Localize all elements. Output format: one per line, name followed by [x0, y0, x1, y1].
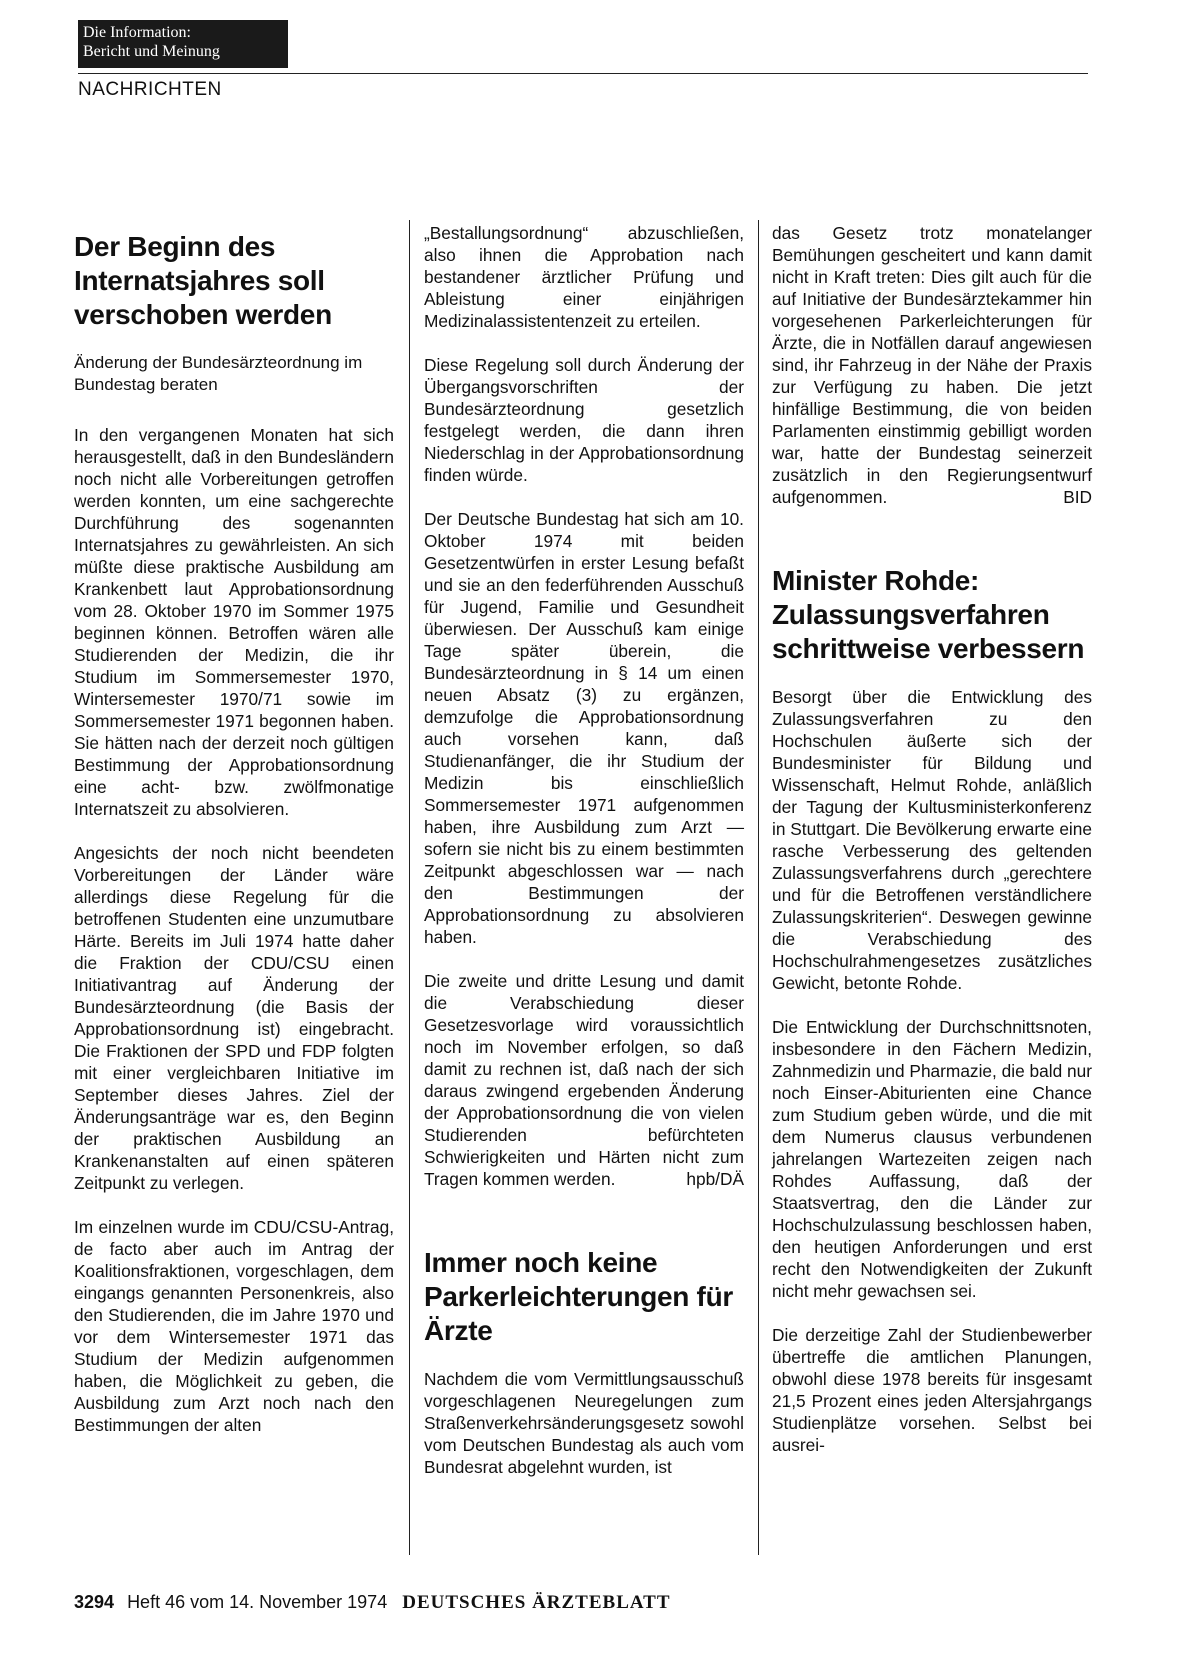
article-1-signature: hpb/DÄ [686, 1169, 744, 1189]
article-1-paragraph: Diese Regelung soll durch Änderung der Übergangsvorschriften der Bundesärzteordnung gesetzlich festgelegt werden, die dann ihren Niederschlag in der Approbationsordnung finden würde. [424, 355, 744, 485]
section-label: NACHRICHTEN [78, 79, 222, 100]
article-3-paragraph: Die derzeitige Zahl der Studienbewerber übertreffe die amtlichen Planungen, obwohl diese 1978 bereits für insgesamt 21,5 Prozent eines jeden Altersjahrgangs Studienplätze vorsehen. Selbst bei ausrei- [772, 1325, 1092, 1455]
article-1-paragraph-text: Die zweite und dritte Lesung und damit die Verabschiedung dieser Gesetzesvorlage wird voraussichtlich noch im November erfolgen, so daß damit zu rechnen ist, daß nach der sich daraus zwingend ergebenden Änderung der Approbationsordnung die von vielen Studierenden befürchteten Schwierigkeiten und Härten nicht zum Tragen kommen werden. [424, 971, 744, 1189]
article-1-last-paragraph [424, 970, 744, 1190]
column-2 [424, 222, 744, 1680]
article-1-paragraph: Angesichts der noch nicht beendeten Vorbereitungen der Länder wäre allerdings diese Regelung für die betroffenen Studenten eine unzumutbare Härte. Bereits im Juli 1974 hatte daher die Fraktion der CDU/CSU einen Initiativantrag auf Änderung der Bundesärzteordnung (die Basis der Approbationsordnung ist) eingebracht. Die Fraktionen der SPD und FDP folgten mit einer vergleichbaren Initiative im September dieses Jahres. Ziel der Änderungsanträge war es, den Beginn der praktischen Ausbildung an Krankenanstalten auf einen späteren Zeitpunkt zu verlegen. [74, 843, 394, 1193]
header-rule [78, 73, 1088, 74]
article-2-paragraph-cont [772, 222, 1092, 508]
article-1-headline: Der Beginn des Internatsjahres soll verschoben werden [74, 231, 332, 330]
article-2-signature: BID [1063, 487, 1092, 507]
article-3-headline: Minister Rohde: Zulassungsverfahren schrittweise verbessern [772, 565, 1085, 664]
badge-line-2: Bericht und Meinung [83, 43, 220, 60]
article-3-paragraph: Die Entwicklung der Durchschnittsnoten, insbesondere in den Fächern Medizin, Zahnmedizin und Pharmazie, die bald nur noch Einser-Abiturienten eine Chance zum Studium geben würde, und die mit dem Numerus clausus verbundenen jahrelangen Wartezeiten zeigen nach Rohdes Auffassung, daß der Staatsvertrag, den die Länder zur Hochschulzulassung beschlossen haben, den heutigen Anforderungen und erst recht den Notwendigkeiten der Zukunft nicht mehr gewachsen sei. [772, 1017, 1092, 1301]
badge-line-1: Die Information: [83, 24, 191, 41]
article-2-headline: Immer noch keine Parkerleichterungen für Ärzte [424, 1247, 733, 1346]
article-1-paragraph: „Bestallungsordnung“ abzuschließen, also ihnen die Approbation nach bestandener ärztlicher Prüfung und Ableistung einer einjährigen Medizinalassistentenzeit zu erteilen. [424, 223, 744, 331]
page-footer [74, 1592, 671, 1614]
article-1-paragraph: In den vergangenen Monaten hat sich herausgestellt, daß in den Bundesländern noch nicht alle Vorbereitungen getroffen werden konnten, um eine sachgerechte Durchführung des sogenannten Internatsjahres zu gewährleisten. An sich müßte diese praktische Ausbildung am Krankenbett laut Approbationsordnung vom 28. Oktober 1970 im Sommer 1975 beginnen können. Betroffen wären alle Studierenden der Medizin, die ihr Studium im Sommersemester 1970, Wintersemester 1970/71 sowie im Sommersemester 1971 begonnen haben. Sie hätten nach der derzeit noch gültigen Bestimmung der Approbationsordnung eine acht- bzw. zwölfmonatige Internatszeit zu absolvieren. [74, 425, 394, 819]
column-3 [772, 222, 1092, 1680]
issue-info: Heft 46 vom 14. November 1974 [127, 1592, 388, 1612]
page-number: 3294 [74, 1592, 115, 1612]
column-divider-2 [758, 220, 759, 1555]
article-1-subhead: Änderung der Bundesärzteordnung im Bundestag beraten [74, 353, 363, 394]
article-1-paragraph: Der Deutsche Bundestag hat sich am 10. Oktober 1974 mit beiden Gesetzentwürfen in erster Lesung befaßt und sie an den federführenden Ausschuß für Jugend, Familie und Gesundheit überwiesen. Der Ausschuß kam einige Tage später überein, die Bundesärzteordnung in § 14 um einen neuen Absatz (3) zu ergänzen, demzufolge die Approbationsordnung auch vorsehen kann, daß Studienanfänger, die ihr Studium der Medizin bis einschließlich Sommersemester 1971 aufgenommen haben, ihre Ausbildung zum Arzt — sofern sie nicht bis zu einem bestimmten Zeitpunkt abgeschlossen war — nach den Bestimmungen der Approbationsordnung zu absolvieren haben. [424, 509, 744, 947]
article-2-paragraph: Nachdem die vom Vermittlungsausschuß vorgeschlagenen Neuregelungen zum Straßenverkehrsänderungsgesetz sowohl vom Deutschen Bundestag als auch vom Bundesrat abgelehnt wurden, ist [424, 1369, 744, 1477]
article-2-paragraph-text: das Gesetz trotz monatelanger Bemühungen gescheitert und kann damit nicht in Kraft treten: Dies gilt auch für die auf Initiative der Bundesärztekammer hin vorgesehenen Parkerleichterungen für Ärzte, die in Notfällen darauf angewiesen sind, ihr Fahrzeug in der Nähe der Praxis zur Verfügung zu haben. Die jetzt hinfällige Bestimmung, die von beiden Parlamenten einstimmig gebilligt worden war, hatte der Bundestag seinerzeit zusätzlich in den Regierungsentwurf aufgenommen. [772, 223, 1092, 507]
section-badge [78, 20, 288, 68]
magazine-title: DEUTSCHES ÄRZTEBLATT [402, 1592, 671, 1613]
column-1 [74, 230, 394, 1680]
article-3-paragraph: Besorgt über die Entwicklung des Zulassungsverfahren zu den Hochschulen äußerte sich der Bundesminister für Bildung und Wissenschaft, Helmut Rohde, anläßlich der Tagung der Kultusministerkonferenz in Stuttgart. Die Bevölkerung erwarte eine rasche Verbesserung des geltenden Zulassungsverfahrens durch „gerechtere und für die Betroffenen verständlichere Zulassungskriterien“. Deswegen gewinne die Verabschiedung des Hochschulrahmengesetzes zusätzliches Gewicht, betonte Rohde. [772, 687, 1092, 993]
column-divider-1 [409, 220, 410, 1555]
article-1-paragraph: Im einzelnen wurde im CDU/CSU-Antrag, de facto aber auch im Antrag der Koalitionsfraktionen, vorgeschlagen, dem eingangs genannten Personenkreis, also den Studierenden, die im Jahre 1970 und vor dem Wintersemester 1971 das Studium der Medizin aufgenommen haben, die Möglichkeit zu geben, die Ausbildung zum Arzt noch nach den Bestimmungen der alten [74, 1217, 394, 1435]
